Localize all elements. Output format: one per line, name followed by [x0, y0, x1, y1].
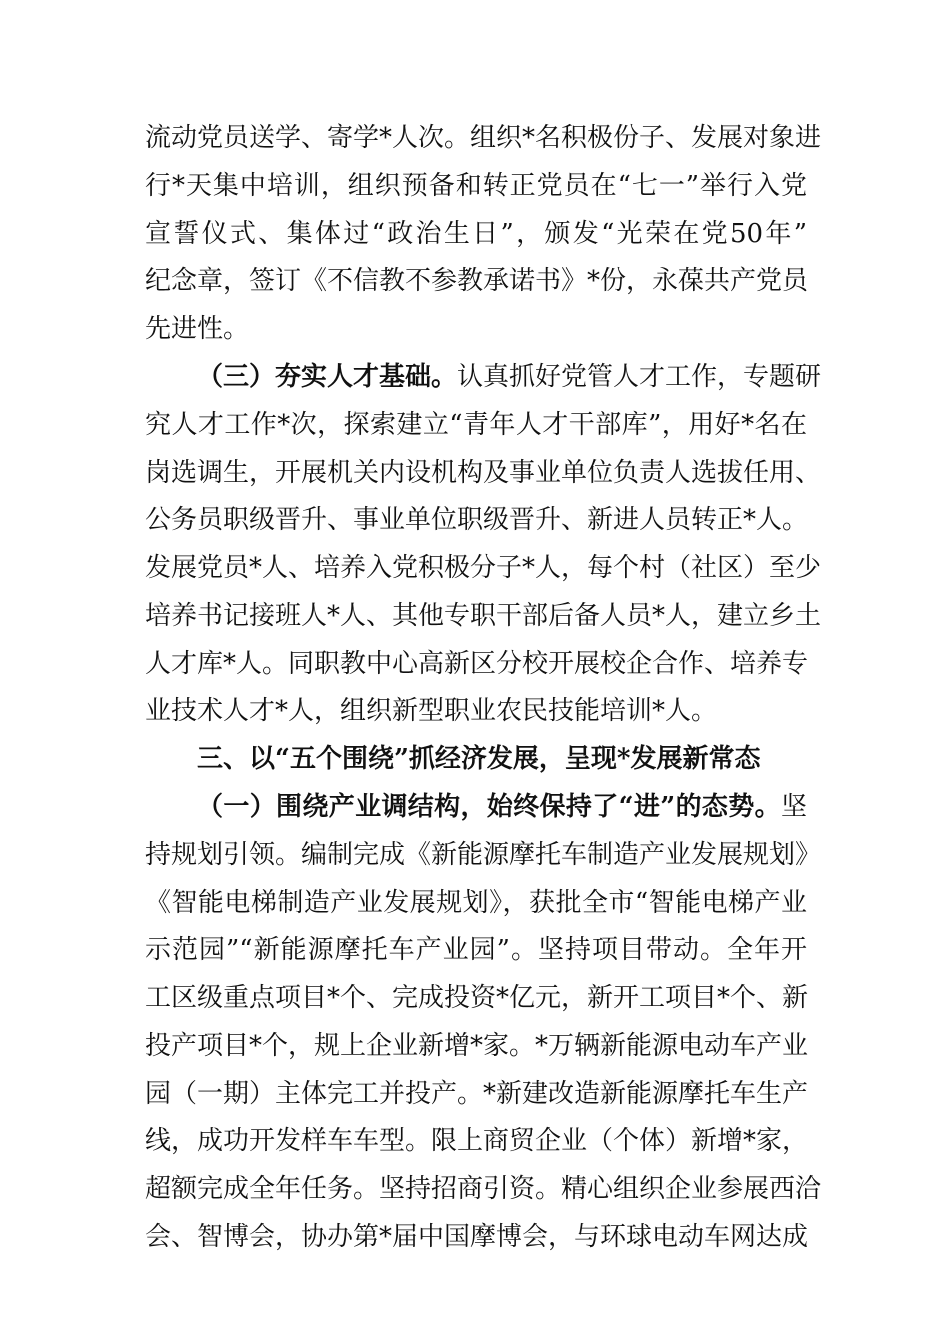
paragraph-line: 人才库*人。同职教中心高新区分校开展校企合作、培养专 — [145, 649, 809, 679]
paragraph-line: 业技术人才*人，组织新型职业农民技能培训*人。 — [145, 696, 718, 726]
paragraph-line: 超额完成全年任务。坚持招商引资。精心组织企业参展西洽 — [145, 1174, 822, 1204]
paragraph-line: 示范园”“新能源摩托车产业园”。坚持项目带动。全年开 — [145, 935, 807, 965]
paragraph-line: 宣誓仪式、集体过“政治生日”，颁发“光荣在党50年” — [145, 219, 807, 249]
paragraph-line: 岗选调生，开展机关内设机构及事业单位负责人选拔任用、 — [145, 458, 822, 488]
paragraph-text: 认真抓好党管人才工作，专题研 — [457, 362, 822, 392]
paragraph-line: 纪念章，签订《不信教不参教承诺书》*份，永葆共产党员 — [145, 266, 809, 296]
paragraph-line: 公务员职级晋升、事业单位职级晋升、新进人员转正*人。 — [145, 505, 809, 535]
paragraph-line: 持规划引领。编制完成《新能源摩托车制造产业发展规划》 — [145, 840, 822, 870]
paragraph-first-line — [197, 784, 807, 830]
paragraph-line: 会、智博会，协办第*届中国摩博会，与环球电动车网达成 — [145, 1222, 809, 1252]
subheading-lead: （一）围绕产业调结构，始终保持了“进”的态势。 — [197, 792, 781, 822]
paragraph-line: 究人才工作*次，探索建立“青年人才干部库”，用好*名在 — [145, 410, 807, 440]
paragraph-line: 培养书记接班人*人、其他专职干部后备人员*人，建立乡土 — [145, 601, 822, 631]
paragraph-line: 先进性。 — [145, 314, 250, 344]
paragraph-line: 工区级重点项目*个、完成投资*亿元，新开工项目*个、新 — [145, 983, 809, 1013]
paragraph-line: 行*天集中培训，组织预备和转正党员在“七一”举行入党 — [145, 171, 807, 201]
paragraph-line: 发展党员*人、培养入党积极分子*人，每个村（社区）至少 — [145, 553, 822, 583]
paragraph-line: 线，成功开发样车车型。限上商贸企业（个体）新增*家， — [145, 1126, 809, 1156]
section-heading: 三、以“五个围绕”抓经济发展，呈现*发展新常态 — [197, 744, 761, 774]
paragraph-line: 投产项目*个，规上企业新增*家。*万辆新能源电动车产业 — [145, 1031, 809, 1061]
subheading-lead: （三）夯实人才基础。 — [197, 362, 458, 392]
paragraph-text: 坚 — [780, 792, 807, 822]
paragraph-first-line — [197, 354, 822, 400]
paragraph-line: 《智能电梯制造产业发展规划》，获批全市“智能电梯产业 — [145, 888, 807, 918]
paragraph-line: 流动党员送学、寄学*人次。组织*名积极份子、发展对象进 — [145, 123, 822, 153]
paragraph-line: 园（一期）主体完工并投产。*新建改造新能源摩托车生产 — [145, 1079, 809, 1109]
